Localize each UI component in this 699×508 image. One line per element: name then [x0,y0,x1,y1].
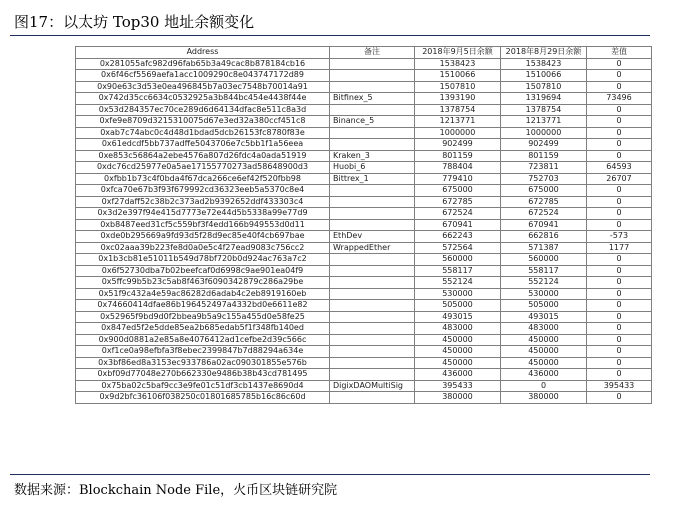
balance-0905-cell: 395433 [415,380,501,392]
balance-0905-cell: 1213771 [415,116,501,128]
table-row [76,93,652,105]
address-cell: 0xf1ce0a98efbfa3f8ebec2399847b7d88294a634e [76,346,330,358]
table-row [76,150,652,162]
table-row [76,300,652,312]
balance-0905-cell: 1000000 [415,127,501,139]
diff-cell: 0 [587,208,652,220]
table-row [76,369,652,381]
note-cell [330,185,415,197]
balance-0905-cell: 662243 [415,231,501,243]
address-cell: 0x5ffc99b5b23c5ab8f463f6090342879c286a29be [76,277,330,289]
table-row [76,185,652,197]
diff-cell: -573 [587,231,652,243]
balance-0905-cell: 902499 [415,139,501,151]
diff-cell: 26707 [587,173,652,185]
diff-cell: 0 [587,334,652,346]
note-cell: Kraken_3 [330,150,415,162]
balance-0905-cell: 493015 [415,311,501,323]
diff-cell: 0 [587,104,652,116]
balance-0829-cell: 675000 [501,185,587,197]
address-cell: 0x53d284357ec70ce289d6d64134dfac8e511c8a3d [76,104,330,116]
table-row [76,277,652,289]
note-cell [330,346,415,358]
table-row [76,116,652,128]
address-cell: 0x3bf86ed8a3153ec933786a02ac090301855e576b [76,357,330,369]
note-cell [330,392,415,404]
balance-0905-cell: 450000 [415,346,501,358]
table-row [76,323,652,335]
table-row [76,139,652,151]
address-cell: 0xab7c74abc0c4d48d1bdad5dcb26153fc8780f83e [76,127,330,139]
diff-cell: 0 [587,288,652,300]
note-cell [330,81,415,93]
table-row [76,70,652,82]
balance-0905-cell: 1393190 [415,93,501,105]
table-row [76,231,652,243]
balance-0829-cell: 1538423 [501,58,587,70]
table-row [76,219,652,231]
balance-0905-cell: 1510066 [415,70,501,82]
balance-0905-cell: 801159 [415,150,501,162]
table-row [76,127,652,139]
note-cell [330,70,415,82]
balance-0905-cell: 672524 [415,208,501,220]
balance-0905-cell: 675000 [415,185,501,197]
diff-cell: 0 [587,392,652,404]
balance-0905-cell: 788404 [415,162,501,174]
note-cell [330,208,415,220]
balance-0829-cell: 0 [501,380,587,392]
balance-0829-cell: 1000000 [501,127,587,139]
address-cell: 0x61edcdf5bb737adffe5043706e7c5bb1f1a56eea [76,139,330,151]
table-row [76,242,652,254]
diff-cell: 0 [587,116,652,128]
balance-0905-cell: 450000 [415,357,501,369]
balance-0905-cell: 450000 [415,334,501,346]
balance-0905-cell: 483000 [415,323,501,335]
balance-0829-cell: 530000 [501,288,587,300]
table-body [76,58,652,403]
diff-cell: 0 [587,139,652,151]
note-cell [330,311,415,323]
table-row [76,173,652,185]
address-cell: 0x847ed5f2e5dde85ea2b685edab5f1f348fb140ed [76,323,330,335]
diff-cell: 0 [587,369,652,381]
address-cell: 0xfca70e67b3f93f679992cd36323eeb5a5370c8e4 [76,185,330,197]
balance-0829-cell: 380000 [501,392,587,404]
balance-0905-cell: 670941 [415,219,501,231]
note-cell [330,104,415,116]
diff-cell: 0 [587,127,652,139]
diff-cell: 0 [587,150,652,162]
balance-0905-cell: 779410 [415,173,501,185]
balance-0905-cell: 572564 [415,242,501,254]
address-cell: 0xf27daff52c38b2c373ad2b9392652ddf433303c4 [76,196,330,208]
balance-0905-cell: 530000 [415,288,501,300]
address-cell: 0xdc76cd25977e0a5ae17155770273ad58648900d3 [76,162,330,174]
note-cell: Huobi_6 [330,162,415,174]
address-cell: 0x74660414dfae86b196452497a4332bd0e6611e82 [76,300,330,312]
balance-0905-cell: 1378754 [415,104,501,116]
note-cell [330,254,415,266]
note-cell [330,58,415,70]
balance-0905-cell: 436000 [415,369,501,381]
address-cell: 0xb8487eed31cf5c559bf3f4edd166b949553d0d11 [76,219,330,231]
diff-cell: 0 [587,196,652,208]
table-row [76,265,652,277]
diff-cell: 1177 [587,242,652,254]
diff-cell: 0 [587,254,652,266]
address-cell: 0x742d35cc6634c0532925a3b844bc454e4438f44e [76,93,330,105]
address-cell: 0xfbb1b73c4f0bda4f67dca266ce6ef42f520fbb98 [76,173,330,185]
balance-0829-cell: 1213771 [501,116,587,128]
address-cell: 0xc02aaa39b223fe8d0a0e5c4f27ead9083c756cc2 [76,242,330,254]
note-cell [330,127,415,139]
balance-0905-cell: 380000 [415,392,501,404]
address-cell: 0xfe9e8709d3215310075d67e3ed32a380ccf451c8 [76,116,330,128]
balance-0829-cell: 483000 [501,323,587,335]
note-cell [330,277,415,289]
table-row [76,162,652,174]
balance-0829-cell: 450000 [501,334,587,346]
note-cell: Bittrex_1 [330,173,415,185]
balance-0829-cell: 493015 [501,311,587,323]
diff-cell: 73496 [587,93,652,105]
note-cell [330,196,415,208]
note-cell: Binance_5 [330,116,415,128]
diff-cell: 0 [587,357,652,369]
diff-cell: 0 [587,81,652,93]
address-cell: 0x3d2e397f94e415d7773e72e44d5b5338a99e77d9 [76,208,330,220]
balance-0905-cell: 558117 [415,265,501,277]
note-cell [330,323,415,335]
address-cell: 0x51f9c432a4e59ac86282d6adab4c2eb8919160eb [76,288,330,300]
table-row [76,196,652,208]
note-cell [330,334,415,346]
table-row [76,254,652,266]
note-cell: WrappedEther [330,242,415,254]
diff-cell: 0 [587,300,652,312]
note-cell [330,139,415,151]
address-cell: 0x6f46cf5569aefa1acc1009290c8e043747172d89 [76,70,330,82]
header-balance-0905: 2018年9月5日余额 [415,47,501,59]
balance-0905-cell: 1538423 [415,58,501,70]
balance-0829-cell: 672785 [501,196,587,208]
address-cell: 0x281055afc982d96fab65b3a49cac8b878184cb16 [76,58,330,70]
balance-0905-cell: 560000 [415,254,501,266]
table-row [76,81,652,93]
balance-0829-cell: 450000 [501,357,587,369]
diff-cell: 64593 [587,162,652,174]
balance-0829-cell: 1378754 [501,104,587,116]
diff-cell: 0 [587,265,652,277]
table-row [76,311,652,323]
address-cell: 0x6f52730dba7b02beefcaf0d6998c9ae901ea04f9 [76,265,330,277]
table-row [76,346,652,358]
balance-0905-cell: 505000 [415,300,501,312]
note-cell [330,357,415,369]
balance-0829-cell: 801159 [501,150,587,162]
diff-cell: 0 [587,219,652,231]
table-header [76,47,652,59]
header-balance-0829: 2018年8月29日余额 [501,47,587,59]
balance-0829-cell: 752703 [501,173,587,185]
table-row [76,58,652,70]
note-cell [330,369,415,381]
header-address: Address [76,47,330,59]
address-cell: 0x900d0881a2e85a8e4076412ad1cefbe2d39c566c [76,334,330,346]
table-row [76,380,652,392]
address-cell: 0xbf09d77048e270b662330e9486b38b43cd781495 [76,369,330,381]
balance-0905-cell: 672785 [415,196,501,208]
note-cell [330,300,415,312]
top-rule [10,35,650,36]
address-cell: 0x1b3cb81e51011b549d78bf720b0d924ac763a7c2 [76,254,330,266]
diff-cell: 0 [587,311,652,323]
diff-cell: 0 [587,185,652,197]
balance-0829-cell: 670941 [501,219,587,231]
diff-cell: 0 [587,58,652,70]
balance-0829-cell: 552124 [501,277,587,289]
note-cell: Bitfinex_5 [330,93,415,105]
address-cell: 0x9d2bfc36106f038250c01801685785b16c86c60d [76,392,330,404]
note-cell [330,265,415,277]
balance-0829-cell: 450000 [501,346,587,358]
address-cell: 0x75ba02c5baf9cc3e9fe01c51df3cb1437e8690d4 [76,380,330,392]
note-cell [330,288,415,300]
address-cell: 0x90e63c3d53e0ea496845b7a03ec7548b70014a91 [76,81,330,93]
header-row [76,47,652,59]
balance-0829-cell: 1507810 [501,81,587,93]
address-cell: 0x52965f9bd9d0f2bbea9b5a9c155a455d0e58fe25 [76,311,330,323]
balance-0829-cell: 436000 [501,369,587,381]
table-row [76,288,652,300]
figure-title: 图17：以太坊 Top30 地址余额变化 [14,13,255,31]
note-cell: DigixDAOMultiSig [330,380,415,392]
balance-0829-cell: 1319694 [501,93,587,105]
balance-0829-cell: 902499 [501,139,587,151]
header-note: 备注 [330,47,415,59]
note-cell: EthDev [330,231,415,243]
header-diff: 差值 [587,47,652,59]
table-row [76,334,652,346]
balance-0829-cell: 1510066 [501,70,587,82]
balance-0829-cell: 723811 [501,162,587,174]
table-row [76,392,652,404]
diff-cell: 0 [587,277,652,289]
source-note: 数据来源：Blockchain Node File，火币区块链研究院 [14,483,338,498]
address-cell: 0xe853c56864a2ebe4576a807d26fdc4a0ada51919 [76,150,330,162]
balance-0829-cell: 558117 [501,265,587,277]
diff-cell: 0 [587,346,652,358]
note-cell [330,219,415,231]
balance-0829-cell: 505000 [501,300,587,312]
diff-cell: 0 [587,70,652,82]
diff-cell: 395433 [587,380,652,392]
address-cell: 0xde0b295669a9fd93d5f28d9ec85e40f4cb697bae [76,231,330,243]
diff-cell: 0 [587,323,652,335]
table-row [76,208,652,220]
balance-table [75,46,652,404]
balance-0829-cell: 672524 [501,208,587,220]
balance-0829-cell: 560000 [501,254,587,266]
balance-0829-cell: 662816 [501,231,587,243]
bottom-rule [10,474,650,475]
balance-0829-cell: 571387 [501,242,587,254]
table-row [76,104,652,116]
balance-0905-cell: 552124 [415,277,501,289]
table-row [76,357,652,369]
balance-0905-cell: 1507810 [415,81,501,93]
